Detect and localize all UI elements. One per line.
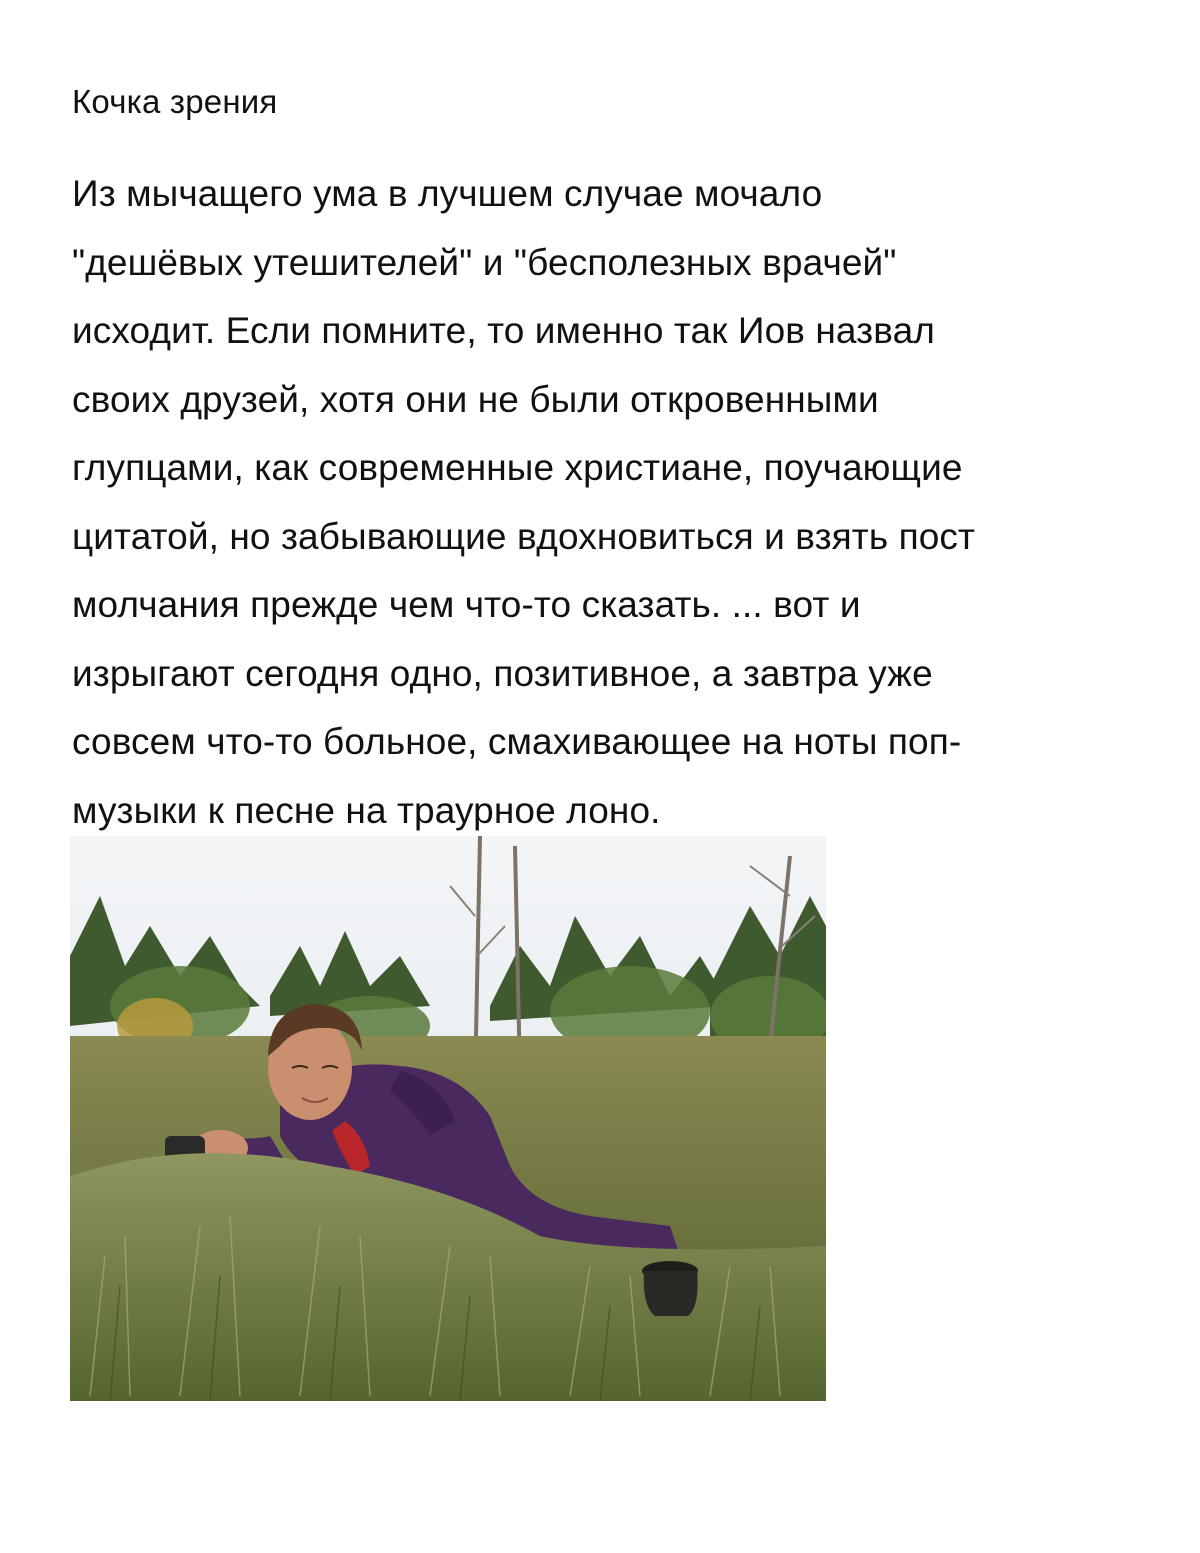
paragraph-line: Из мычащего ума в лучшем случае мочало bbox=[72, 173, 823, 214]
paragraph-line: глупцами, как современные христиане, поучающие bbox=[72, 447, 963, 488]
paragraph-line: своих друзей, хотя они не были откровенными bbox=[72, 378, 879, 420]
paragraph-line: изрыгают сегодня одно, позитивное, а завтра уже bbox=[72, 652, 933, 694]
paragraph-line: исходит. Если помните, то именно так Иов назвал bbox=[72, 310, 935, 351]
photo-man-lying-in-grass bbox=[70, 836, 826, 1401]
body-paragraph bbox=[72, 160, 1122, 845]
paragraph-line: "дешёвых утешителей" и "бесполезных врачей" bbox=[72, 241, 897, 283]
paragraph-line: молчания прежде чем что-то сказать. ... вот и bbox=[72, 584, 861, 625]
paragraph-line: музыки к песне на траурное лоно. bbox=[72, 789, 661, 831]
paragraph-line: совсем что-то больное, смахивающее на ноты поп- bbox=[72, 721, 962, 762]
page-title: Кочка зрения bbox=[72, 83, 278, 120]
paragraph-line: цитатой, но забывающие вдохновиться и взять пост bbox=[72, 515, 976, 557]
